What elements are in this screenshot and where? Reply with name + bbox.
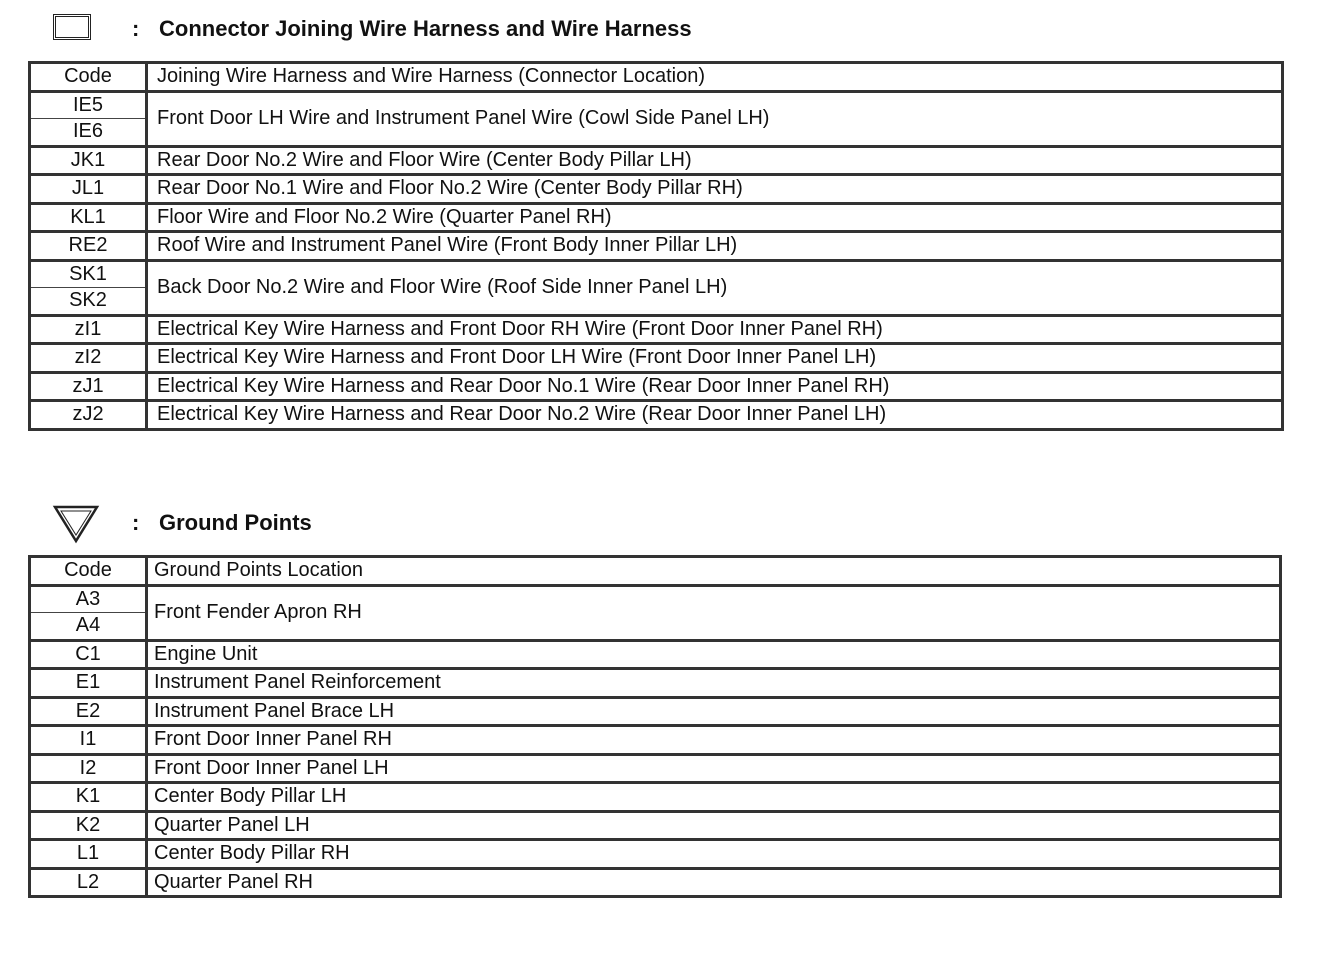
connector-location: Roof Wire and Instrument Panel Wire (Front Body Inner Pillar LH) <box>147 232 1283 261</box>
connector-location: Floor Wire and Floor No.2 Wire (Quarter Panel RH) <box>147 203 1283 232</box>
connector-code: IE5 <box>30 91 147 119</box>
location-header: Ground Points Location <box>147 557 1281 586</box>
ground-point-code: E1 <box>30 669 147 698</box>
table-row <box>30 697 1281 726</box>
ground-table <box>28 555 1282 898</box>
table-row <box>30 811 1281 840</box>
ground-point-code: L1 <box>30 840 147 869</box>
ground-point-location: Instrument Panel Brace LH <box>147 697 1281 726</box>
ground-point-code: A4 <box>30 613 147 641</box>
connector-code: SK2 <box>30 288 147 316</box>
table-row <box>30 868 1281 897</box>
ground-point-code: K1 <box>30 783 147 812</box>
ground-point-location: Front Fender Apron RH <box>147 585 1281 640</box>
ground-point-code: K2 <box>30 811 147 840</box>
connector-table <box>28 61 1284 431</box>
connector-location: Front Door LH Wire and Instrument Panel Wire (Cowl Side Panel LH) <box>147 91 1283 146</box>
connector-location: Electrical Key Wire Harness and Rear Door No.2 Wire (Rear Door Inner Panel LH) <box>147 401 1283 430</box>
code-header: Code <box>30 557 147 586</box>
ground-point-code: L2 <box>30 868 147 897</box>
table-row <box>30 401 1283 430</box>
table-row <box>30 203 1283 232</box>
table-row <box>30 175 1283 204</box>
code-header: Code <box>30 63 147 92</box>
table-row <box>30 146 1283 175</box>
table-row <box>30 585 1281 613</box>
ground-section-colon: : <box>132 510 140 535</box>
connector-code: JK1 <box>30 146 147 175</box>
connector-location: Electrical Key Wire Harness and Front Door RH Wire (Front Door Inner Panel RH) <box>147 315 1283 344</box>
ground-point-location: Quarter Panel LH <box>147 811 1281 840</box>
connector-section-colon: : <box>132 16 140 41</box>
connector-code: SK1 <box>30 260 147 288</box>
connector-code: zJ1 <box>30 372 147 401</box>
ground-point-code: I2 <box>30 754 147 783</box>
table-row <box>30 372 1283 401</box>
ground-point-location: Quarter Panel RH <box>147 868 1281 897</box>
table-row <box>30 315 1283 344</box>
connector-code: JL1 <box>30 175 147 204</box>
ground-point-location: Center Body Pillar LH <box>147 783 1281 812</box>
connector-code: KL1 <box>30 203 147 232</box>
table-row <box>30 91 1283 119</box>
table-header-row <box>30 63 1283 92</box>
table-row <box>30 754 1281 783</box>
table-row <box>30 726 1281 755</box>
ground-point-code: E2 <box>30 697 147 726</box>
connector-section-title: Connector Joining Wire Harness and Wire Harness <box>159 16 692 41</box>
inverted-triangle-icon <box>52 504 100 544</box>
table-row <box>30 344 1283 373</box>
connector-location: Electrical Key Wire Harness and Rear Door No.1 Wire (Rear Door Inner Panel RH) <box>147 372 1283 401</box>
connector-location: Rear Door No.1 Wire and Floor No.2 Wire (Center Body Pillar RH) <box>147 175 1283 204</box>
table-row <box>30 260 1283 288</box>
table-row <box>30 783 1281 812</box>
connector-code: IE6 <box>30 119 147 147</box>
table-row <box>30 640 1281 669</box>
connector-code: zJ2 <box>30 401 147 430</box>
ground-point-location: Front Door Inner Panel LH <box>147 754 1281 783</box>
double-border-rectangle-icon <box>53 14 91 40</box>
ground-point-code: A3 <box>30 585 147 613</box>
connector-code: zI2 <box>30 344 147 373</box>
ground-point-location: Engine Unit <box>147 640 1281 669</box>
ground-point-location: Instrument Panel Reinforcement <box>147 669 1281 698</box>
connector-location: Rear Door No.2 Wire and Floor Wire (Center Body Pillar LH) <box>147 146 1283 175</box>
ground-point-location: Front Door Inner Panel RH <box>147 726 1281 755</box>
table-header-row <box>30 557 1281 586</box>
table-row <box>30 840 1281 869</box>
location-header: Joining Wire Harness and Wire Harness (Connector Location) <box>147 63 1283 92</box>
connector-location: Electrical Key Wire Harness and Front Door LH Wire (Front Door Inner Panel LH) <box>147 344 1283 373</box>
connector-code: RE2 <box>30 232 147 261</box>
table-row <box>30 232 1283 261</box>
ground-point-code: I1 <box>30 726 147 755</box>
connector-location: Back Door No.2 Wire and Floor Wire (Roof Side Inner Panel LH) <box>147 260 1283 315</box>
ground-point-code: C1 <box>30 640 147 669</box>
ground-section-title: Ground Points <box>159 510 312 535</box>
ground-point-location: Center Body Pillar RH <box>147 840 1281 869</box>
connector-code: zI1 <box>30 315 147 344</box>
table-row <box>30 669 1281 698</box>
